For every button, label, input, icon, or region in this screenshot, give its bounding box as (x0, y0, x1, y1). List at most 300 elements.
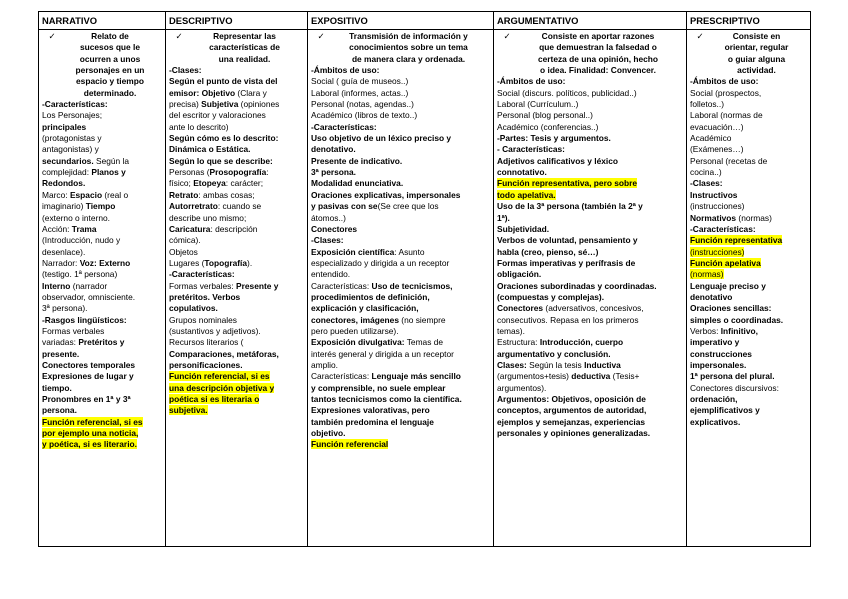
text: (adversativos, concesivos, (543, 303, 644, 314)
text-line (169, 167, 304, 178)
bold-text: Redondos. (42, 178, 86, 189)
text-line (690, 315, 807, 326)
text: (Clara y (235, 87, 267, 98)
text-line (169, 337, 304, 348)
bold-text: conectores, imágenes (311, 314, 399, 325)
highlighted-text: Función apelativa (690, 257, 761, 268)
text-line (311, 156, 490, 167)
text-line (311, 88, 490, 99)
bold-text: argumentativo y conclusión. (497, 348, 611, 359)
definition-line: una realidad. (218, 53, 271, 64)
details-argumentativo (497, 76, 683, 439)
definition-line: Representar las (213, 31, 276, 41)
text: Académico (conferencias..) (497, 121, 599, 132)
text: (Se cree que los (377, 201, 439, 212)
text-line (690, 337, 807, 348)
bold-text: tantos tecnicismos como la científica. (311, 394, 462, 404)
text-line (311, 167, 490, 178)
bold-text: personales y opiniones generalizadas. (497, 428, 651, 439)
text: desenlace). (42, 246, 86, 257)
text-line (42, 190, 162, 201)
text-line (497, 224, 683, 235)
bold-text: 1ª persona del plural. (690, 371, 775, 382)
text: Personal (notas, agendas..) (311, 99, 414, 110)
text: consecutivos. Repasa en los primeros (497, 314, 639, 325)
bold-text: explicación y clasificación, (311, 303, 419, 314)
bold-text: Pretéritos y (78, 337, 125, 348)
text: Según la tesis (526, 359, 585, 370)
definition-line: Transmisión de información y (349, 31, 468, 41)
text-line (690, 281, 807, 292)
check-icon: ✓ (317, 31, 325, 41)
bold-text: - Características: (497, 144, 565, 155)
bold-text: -Clases: (690, 178, 723, 189)
text-line (497, 258, 683, 269)
highlighted-text: una descripción objetiva y (169, 382, 275, 393)
text-line (42, 247, 162, 258)
bold-text: Espacio (69, 189, 103, 200)
definition-argumentativo (497, 31, 683, 76)
bold-text: Verbos de voluntad, pensamiento y (497, 235, 638, 246)
bold-text: Presente y (236, 280, 279, 291)
details-prescriptivo (690, 76, 807, 428)
bold-text: Lenguaje preciso y (690, 280, 766, 291)
text-line (690, 167, 807, 178)
highlighted-text: Función representativa, pero sobre (497, 178, 638, 189)
bold-text: Caricatura (169, 223, 211, 234)
text: Personas ( (169, 167, 210, 178)
text-line (497, 76, 683, 87)
bold-text: Según lo que se describe: (169, 155, 273, 166)
check-icon: ✓ (48, 31, 56, 41)
text: (real o (102, 189, 129, 200)
bold-text: habla (creo, pienso, sé…) (497, 246, 599, 257)
text-line (311, 428, 490, 439)
text: Personal (recetas de (690, 155, 768, 166)
text: (instrucciones) (690, 201, 745, 212)
text-line (42, 417, 162, 428)
bold-text: Conectores (311, 223, 358, 234)
text-line (497, 190, 683, 201)
text-line (311, 360, 490, 371)
bold-text: Trama (71, 223, 97, 234)
text-line (690, 88, 807, 99)
text: (Exámenes…) (690, 144, 744, 155)
text: (Introducción, nudo y (42, 235, 121, 246)
text-line (311, 213, 490, 224)
text: folletos..) (690, 99, 724, 110)
definition-text (58, 31, 162, 99)
text: (testigo. 1ª persona) (42, 269, 118, 280)
text: Características: (311, 280, 372, 291)
cell-narrativo (39, 30, 166, 547)
text-line (690, 213, 807, 224)
text-line (311, 247, 490, 258)
details-narrativo (42, 99, 162, 451)
bold-text: ejemplos y semejanzas, experiencias (497, 416, 646, 427)
bold-text: -Ámbitos de uso: (311, 65, 380, 76)
text-line (311, 190, 490, 201)
text-line (169, 394, 304, 405)
text: (no siempre (398, 314, 446, 325)
text: : carácter; (225, 178, 264, 189)
bold-text: Topografía (204, 257, 248, 268)
text-line (311, 281, 490, 292)
text: evacuación…) (690, 121, 744, 132)
bold-text: -Ámbitos de uso: (690, 76, 759, 87)
bold-text: Autorretrato (169, 201, 218, 212)
bold-text: Expresiones de lugar y (42, 371, 134, 382)
text-line (690, 326, 807, 337)
text: imaginario) (42, 201, 86, 212)
text: (Tesis+ (610, 371, 640, 382)
text-line (311, 405, 490, 416)
content-row (39, 30, 811, 547)
text-line (311, 144, 490, 155)
text: 3ª persona). (42, 303, 88, 314)
definition-line: determinado. (83, 87, 137, 98)
text-line (169, 144, 304, 155)
text-types-table (38, 11, 811, 547)
bold-text: Argumentos: Objetivos, oposición de (497, 394, 646, 404)
text: Conectores discursivos: (690, 382, 779, 393)
highlighted-text: (instrucciones) (690, 246, 745, 257)
text-line (690, 144, 807, 155)
text-line (497, 235, 683, 246)
text-line (690, 360, 807, 371)
bold-text: Oraciones sencillas: (690, 303, 772, 314)
text-line (169, 315, 304, 326)
bold-text: Comparaciones, metáforas, (169, 348, 279, 359)
definition-line: Consiste en aportar razones (541, 31, 655, 41)
text-line (169, 326, 304, 337)
bold-text: (compuestas y complejas). (497, 291, 605, 302)
text-line (169, 178, 304, 189)
text-line (169, 303, 304, 314)
highlighted-text: Función referencial (311, 439, 389, 450)
text-line (169, 235, 304, 246)
text-line (311, 349, 490, 360)
text: Narrador: (42, 257, 80, 268)
bold-text: Infinitivo, (720, 325, 758, 336)
text-line (42, 201, 162, 212)
text: pero pueden utilizarse). (311, 325, 399, 336)
text: Marco: (42, 189, 70, 200)
text: Laboral (Currículum..) (497, 99, 579, 110)
text: Lugares ( (169, 257, 205, 268)
bold-text: denotativo. (311, 144, 356, 155)
bold-text: Subjetividad. (497, 223, 550, 234)
text-line (169, 99, 304, 110)
text: cocina..) (690, 167, 722, 178)
text-line (42, 383, 162, 394)
text-line (497, 247, 683, 258)
definition-line: orientar, regular (724, 42, 789, 53)
definition-line: Relato de (91, 31, 129, 41)
text-line (311, 269, 490, 280)
text-line (690, 292, 807, 303)
text: Laboral (informes, actas..) (311, 87, 409, 98)
text-line (497, 122, 683, 133)
bold-text: 1ª). (497, 212, 510, 223)
bold-text: conceptos, argumentos de autoridad, (497, 405, 647, 416)
text-line (42, 292, 162, 303)
text-line (311, 65, 490, 76)
text-line (497, 213, 683, 224)
text-line (311, 292, 490, 303)
bold-text: ejemplificativos y (690, 405, 760, 416)
bold-text: construcciones (690, 348, 752, 359)
text-line (42, 303, 162, 314)
bold-text: Según cómo es lo descrito: (169, 133, 279, 144)
text-line (690, 383, 807, 394)
text-line (690, 371, 807, 382)
text-line (497, 292, 683, 303)
text-line (311, 133, 490, 144)
bold-text: Planos y (91, 167, 126, 178)
bold-text: Exposición divulgativa: (311, 337, 405, 348)
bold-text: Uso de la 3ª persona (también la 2ª y (497, 201, 643, 212)
text: (protagonistas y (42, 133, 102, 144)
highlighted-text: por ejemplo una noticia, (42, 428, 139, 439)
definition-expositivo (311, 31, 490, 65)
text-line (169, 156, 304, 167)
bold-text: Pronombres en 1ª y 3ª (42, 394, 131, 404)
text: (argumentos+tesis) (497, 371, 572, 382)
bold-text: Interno (42, 280, 71, 291)
text-line (311, 383, 490, 394)
text: cómica). (169, 235, 201, 246)
text-line (169, 122, 304, 133)
bold-text: y pasivas con se (311, 201, 378, 212)
bold-text: también predomina el lenguaje (311, 416, 434, 427)
bold-text: tiempo. (42, 382, 72, 393)
text: : ambas cosas; (198, 189, 255, 200)
text-line (497, 167, 683, 178)
text: temas). (497, 325, 525, 336)
text-line (497, 156, 683, 167)
text-line (497, 383, 683, 394)
text-line (42, 337, 162, 348)
bold-text: -Partes: Tesis y argumentos. (497, 133, 611, 144)
definition-text (185, 31, 304, 65)
definition-line: que demuestran la falsedad o (539, 42, 657, 53)
text-line (169, 360, 304, 371)
text-line (690, 303, 807, 314)
bold-text: Objetivo (201, 87, 236, 98)
text-line (497, 326, 683, 337)
text: Formas verbales (42, 325, 105, 336)
text-line (169, 224, 304, 235)
check-icon: ✓ (696, 31, 704, 41)
text: (normas) (736, 212, 772, 223)
definition-text (327, 31, 490, 65)
text: Social (prospectos, (690, 87, 762, 98)
bold-text: Exposición científica (311, 246, 395, 257)
highlighted-text: Función representativa (690, 235, 783, 246)
bold-text: Normativos (690, 212, 737, 223)
header-expositivo: EXPOSITIVO (308, 12, 494, 30)
text-line (311, 417, 490, 428)
bold-text: -Clases: (311, 235, 344, 246)
text: Temas de (404, 337, 444, 348)
text-line (311, 99, 490, 110)
definition-narrativo (42, 31, 162, 99)
bold-text: y comprensible, no suele emplear (311, 382, 446, 393)
bold-text: impersonales. (690, 359, 747, 370)
text-line (42, 133, 162, 144)
bold-text: Uso objetivo de un léxico preciso y (311, 133, 452, 144)
text: Características: (311, 371, 372, 382)
text-line (311, 303, 490, 314)
text-line (42, 439, 162, 450)
definition-line: o guiar alguna (727, 53, 786, 64)
text: (opiniones (238, 99, 280, 110)
text: (narrador (70, 280, 108, 291)
definition-line: Consiste en (732, 31, 781, 41)
bold-text: obligación. (497, 269, 542, 280)
bold-text: presente. (42, 348, 80, 359)
definition-line: certeza de una opinión, hecho (537, 53, 659, 64)
bold-text: pretéritos. Verbos (169, 291, 241, 302)
text: Los Personajes; (42, 110, 103, 121)
highlighted-text: todo apelativa. (497, 189, 556, 200)
text-line (690, 269, 807, 280)
text-line (497, 405, 683, 416)
highlighted-text: Función referencial, si es (42, 416, 143, 427)
text-line (311, 201, 490, 212)
bold-text: Lenguaje más sencillo (371, 371, 461, 382)
bold-text: procedimientos de definición, (311, 291, 430, 302)
text: describe uno mismo; (169, 212, 247, 223)
cell-descriptivo (166, 30, 308, 547)
text: Estructura: (497, 337, 540, 348)
definition-line: conocimientos sobre un tema (349, 42, 468, 53)
text-line (169, 383, 304, 394)
text-line (169, 110, 304, 121)
bold-text: -Clases: (169, 65, 202, 76)
text-line (497, 269, 683, 280)
text: Personal (blog personal..) (497, 110, 593, 121)
bold-text: Oraciones subordinadas y coordinadas. (497, 280, 657, 291)
text-line (42, 258, 162, 269)
text-line (497, 110, 683, 121)
text-line (497, 201, 683, 212)
text: Acción: (42, 223, 72, 234)
text-line (42, 99, 162, 110)
text: (externo o interno. (42, 212, 110, 223)
text-line (690, 76, 807, 87)
details-expositivo (311, 65, 490, 451)
bold-text: deductiva (571, 371, 611, 382)
text: Académico (690, 133, 732, 144)
bold-text: 3ª persona. (311, 167, 356, 178)
text: Grupos nominales (169, 314, 237, 325)
details-descriptivo (169, 65, 304, 417)
text-line (690, 394, 807, 405)
text-line (169, 258, 304, 269)
bold-text: Adjetivos calificativos y léxico (497, 155, 619, 166)
text: Verbos: (690, 325, 721, 336)
text-line (690, 349, 807, 360)
text-line (497, 349, 683, 360)
definition-text (513, 31, 683, 76)
definition-prescriptivo (690, 31, 807, 76)
text-line (497, 178, 683, 189)
text-line (497, 99, 683, 110)
text-line (169, 190, 304, 201)
text: : (266, 167, 269, 178)
text-line (311, 235, 490, 246)
text: (sustantivos y adjetivos). (169, 325, 261, 336)
text: Social ( guía de museos..) (311, 76, 409, 87)
highlighted-text: Función referencial, si es (169, 371, 270, 382)
text: Según la (93, 155, 130, 166)
text-line (311, 394, 490, 405)
bold-text: Conectores temporales (42, 359, 136, 370)
check-icon: ✓ (175, 31, 183, 41)
text: átomos..) (311, 212, 346, 223)
text-line (690, 156, 807, 167)
bold-text: Retrato (169, 189, 199, 200)
cell-expositivo (308, 30, 494, 547)
bold-text: copulativos. (169, 303, 218, 314)
text-line (311, 76, 490, 87)
text: : Asunto (394, 246, 425, 257)
bold-text: Modalidad enunciativa. (311, 178, 404, 189)
definition-line: de manera clara y ordenada. (351, 53, 466, 64)
bold-text: simples o coordinadas. (690, 314, 784, 325)
text-line (311, 258, 490, 269)
bold-text: -Características: (690, 223, 756, 234)
bold-text: Subjetiva (201, 99, 239, 110)
cell-argumentativo (494, 30, 687, 547)
text-line (42, 144, 162, 155)
definition-line: personajes en un (75, 65, 145, 76)
definition-text (706, 31, 807, 76)
text: especializado y dirigida a un receptor (311, 257, 450, 268)
text-line (42, 281, 162, 292)
header-prescriptivo: PRESCRIPTIVO (687, 12, 811, 30)
bold-text: connotativo. (497, 167, 547, 178)
text: ). (247, 257, 253, 268)
definition-line: ocurren a unos (79, 53, 141, 64)
text-line (497, 371, 683, 382)
text: Laboral (normas de (690, 110, 763, 121)
text-line (169, 349, 304, 360)
text-line (42, 167, 162, 178)
text-line (690, 122, 807, 133)
text-line (311, 224, 490, 235)
text-line (169, 65, 304, 76)
text: amplio. (311, 359, 338, 370)
text-line (690, 247, 807, 258)
text-line (497, 417, 683, 428)
bold-text: Conectores (497, 303, 544, 314)
bold-text: -Características: (42, 99, 108, 110)
bold-text: imperativo y (690, 337, 740, 348)
definition-line: o idea. Finalidad: Convencer. (540, 65, 656, 76)
text: antagonistas) y (42, 144, 99, 155)
text: Formas verbales: (169, 280, 237, 291)
text-line (690, 235, 807, 246)
highlighted-text: (normas) (690, 269, 724, 280)
definition-descriptivo (169, 31, 304, 65)
bold-text: Tiempo (85, 201, 116, 212)
text-line (497, 144, 683, 155)
text-line (690, 190, 807, 201)
definition-line: espacio y tiempo (76, 76, 144, 87)
